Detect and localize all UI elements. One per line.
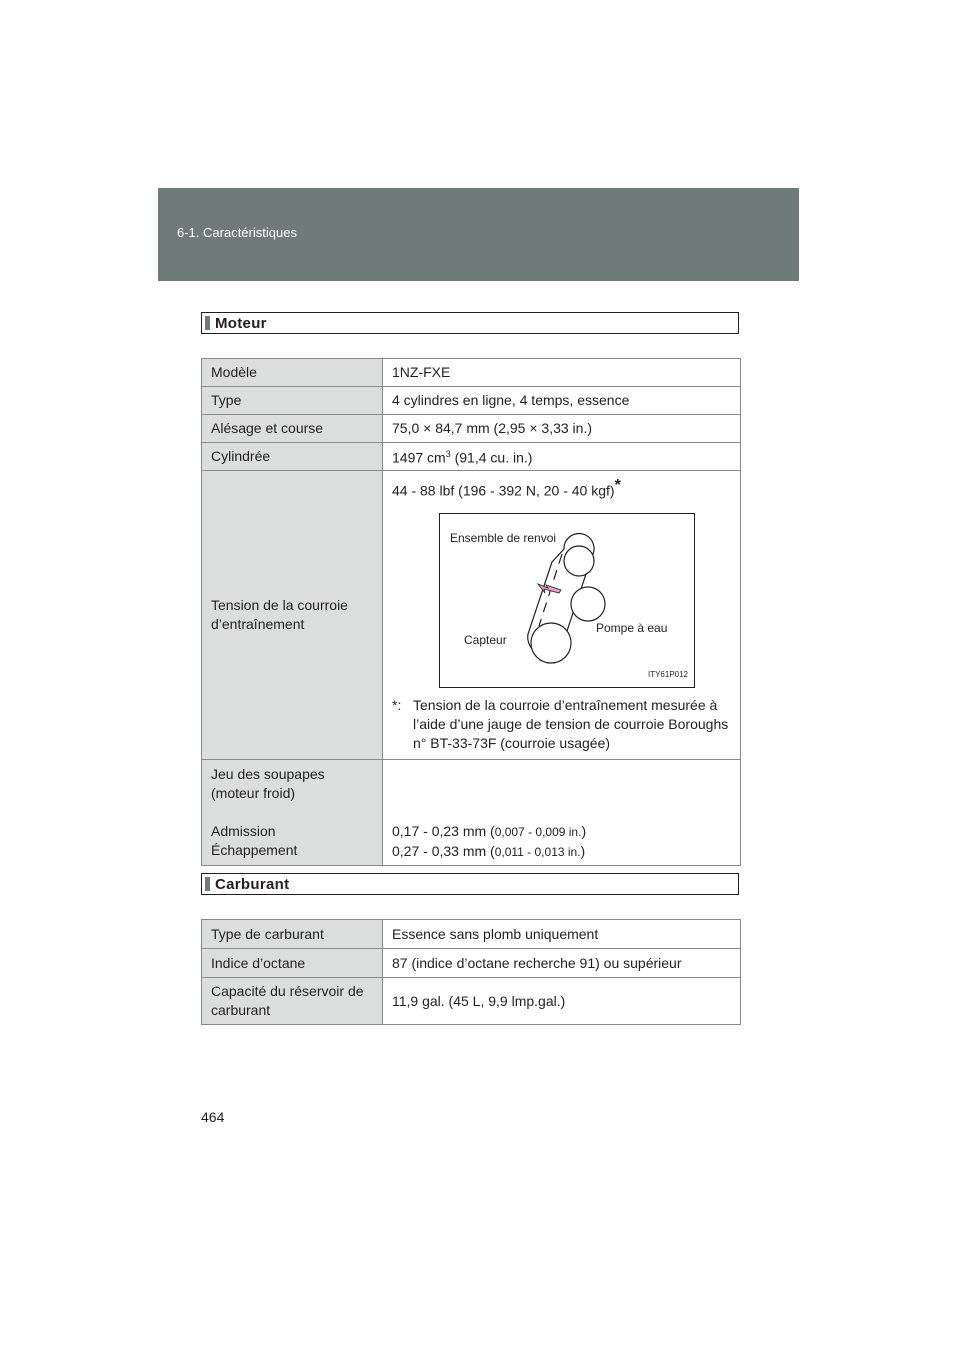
fuel-heading-label: Carburant bbox=[215, 876, 290, 893]
valve-clearance-label: Jeu des soupapes bbox=[211, 765, 325, 782]
table-row bbox=[202, 978, 741, 1025]
section-title: 6-1. Caractéristiques bbox=[177, 225, 297, 240]
row-value: 75,0 × 84,7 mm (2,95 × 3,33 in.) bbox=[383, 415, 741, 443]
exhaust-value: 0,27 - 0,33 mm (0,011 - 0,013 in.) bbox=[392, 842, 586, 859]
displacement-value: 1497 cm bbox=[392, 449, 446, 466]
row-value: Essence sans plomb uniquement bbox=[383, 920, 741, 949]
engine-heading-label: Moteur bbox=[215, 315, 267, 332]
row-key: Modèle bbox=[202, 359, 383, 387]
engine-heading bbox=[201, 312, 739, 334]
valve-clearance-condition: (moteur froid) bbox=[211, 784, 296, 801]
label-idler: Ensemble de renvoi bbox=[450, 530, 557, 545]
exhaust-label: Échappement bbox=[211, 841, 298, 858]
displacement-exponent: 3 bbox=[445, 449, 451, 460]
asterisk-mark: * bbox=[614, 477, 621, 494]
row-value: 87 (indice d’octane recherche 91) ou supérieur bbox=[383, 949, 741, 978]
belt-tension-value: 44 - 88 lbf (196 - 392 N, 20 - 40 kgf)* bbox=[392, 477, 621, 499]
table-row bbox=[202, 471, 741, 760]
row-key: Tension de la courroie d’entraînement bbox=[202, 471, 383, 760]
table-row bbox=[202, 359, 741, 387]
note-text: Tension de la courroie d’entraînement mesurée à l’aide d’une jauge de tension de courroie Boroughs n° BT-33-73F (courroie usagée) bbox=[413, 696, 729, 751]
engine-table bbox=[201, 358, 741, 866]
table-row bbox=[202, 415, 741, 443]
table-row bbox=[202, 759, 741, 865]
belt-note bbox=[392, 696, 731, 753]
row-value bbox=[383, 759, 741, 865]
page-number: 464 bbox=[201, 1109, 225, 1125]
fuel-heading bbox=[201, 873, 739, 895]
figure-id: ITY61P012 bbox=[647, 669, 688, 679]
row-key: Indice d’octane bbox=[202, 949, 383, 978]
water-pump-pulley bbox=[571, 587, 605, 621]
row-key: Alésage et course bbox=[202, 415, 383, 443]
row-key: Type de carburant bbox=[202, 920, 383, 949]
row-value: 11,9 gal. (45 L, 9,9 lmp.gal.) bbox=[383, 978, 741, 1025]
intake-value: 0,17 - 0,23 mm (0,007 - 0,009 in.) bbox=[392, 822, 587, 839]
row-value bbox=[383, 443, 741, 471]
idler-pulley bbox=[564, 546, 594, 576]
row-key: Capacité du réservoir de carburant bbox=[202, 978, 383, 1025]
row-key: Cylindrée bbox=[202, 443, 383, 471]
table-row bbox=[202, 387, 741, 415]
row-key: Type bbox=[202, 387, 383, 415]
row-value: 4 cylindres en ligne, 4 temps, essence bbox=[383, 387, 741, 415]
row-value: 1NZ-FXE bbox=[383, 359, 741, 387]
fuel-table bbox=[201, 919, 741, 1025]
crank-pulley bbox=[531, 623, 571, 663]
row-value bbox=[383, 471, 741, 760]
heading-marker bbox=[205, 316, 210, 330]
table-row bbox=[202, 949, 741, 978]
chapter-header bbox=[158, 188, 799, 281]
row-key bbox=[202, 759, 383, 865]
note-marker: *: bbox=[392, 696, 402, 713]
belt-diagram bbox=[439, 513, 695, 688]
table-row bbox=[202, 920, 741, 949]
label-water-pump: Pompe à eau bbox=[596, 620, 668, 635]
table-row bbox=[202, 443, 741, 471]
intake-label: Admission bbox=[211, 822, 276, 839]
heading-marker bbox=[205, 877, 210, 891]
label-sensor: Capteur bbox=[464, 632, 507, 647]
displacement-imperial: (91,4 cu. in.) bbox=[450, 449, 533, 466]
